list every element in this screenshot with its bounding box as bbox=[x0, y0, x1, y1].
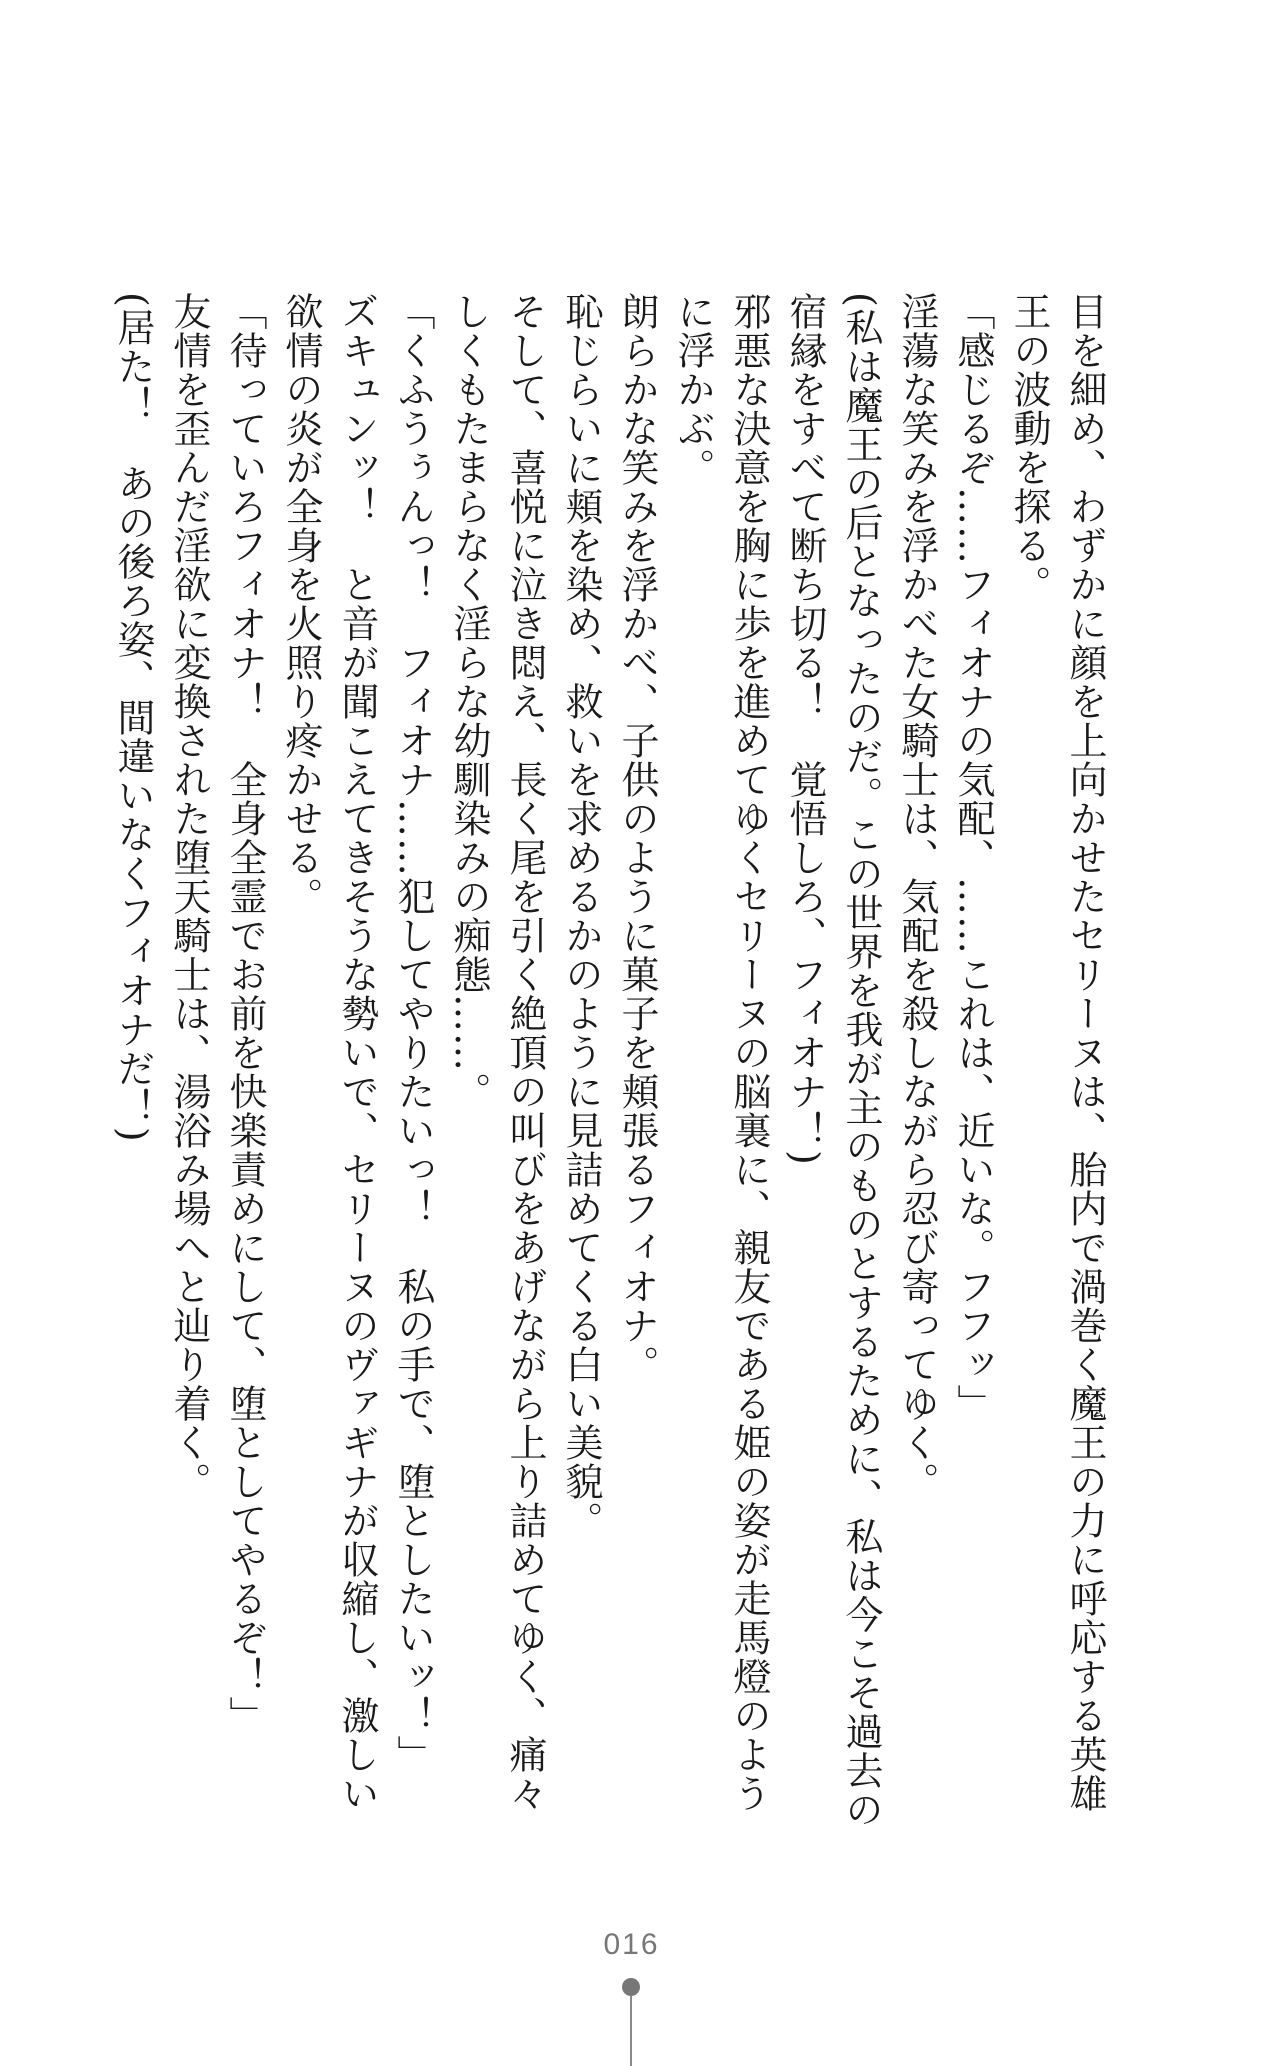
page-marker-dot bbox=[622, 1978, 640, 1996]
text-line: そして、喜悦に泣き悶え、長く尾を引く絶頂の叫びをあげながら上り詰めてゆく、痛々 bbox=[503, 292, 547, 1813]
text-line: 友情を歪んだ淫欲に変換された堕天騎士は、湯浴み場へと辿り着く。 bbox=[167, 292, 211, 1501]
page-number: 016 bbox=[603, 1928, 660, 1961]
text-line: 恥じらいに頬を染め、救いを求めるかのように見詰めてくる白い美貌。 bbox=[559, 292, 603, 1540]
text-line: 「待っていろフィオナ！ 全身全霊でお前を快楽責めにして、堕としてやるぞ！」 bbox=[223, 292, 267, 1735]
text-line: 淫蕩な笑みを浮かべた女騎士は、気配を殺しながら忍び寄ってゆく。 bbox=[895, 292, 939, 1501]
text-line: に浮かぶ。 bbox=[671, 292, 715, 487]
text-line: 邪悪な決意を胸に歩を進めてゆくセリーヌの脳裏に、親友である姫の姿が走馬燈のよう bbox=[727, 292, 771, 1813]
text-line: 「くふうぅんっ！ フィオナ……犯してやりたいっ！ 私の手で、堕としたいッ！」 bbox=[391, 292, 435, 1774]
text-line: 王の波動を探る。 bbox=[1007, 292, 1051, 604]
text-line: ズキュンッ！ と音が聞こえてきそうな勢いで、セリーヌのヴァギナが収縮し、激しい bbox=[335, 292, 379, 1813]
text-line: 宿縁をすべて断ち切る！ 覚悟しろ、フィオナ！) bbox=[783, 292, 827, 1166]
text-line: 欲情の炎が全身を火照り疼かせる。 bbox=[279, 292, 323, 916]
text-line: (私は魔王の后となったのだ。この世界を我が主のものとするために、私は今こそ過去の bbox=[839, 292, 883, 1829]
text-line: 「感じるぞ……フィオナの気配、……これは、近いな。フフッ」 bbox=[951, 292, 995, 1423]
text-line: 目を細め、わずかに顔を上向かせたセリーヌは、胎内で渦巻く魔王の力に呼応する英雄 bbox=[1063, 292, 1107, 1813]
text-line: しくもたまらなく淫らな幼馴染みの痴態……。 bbox=[447, 292, 491, 1111]
text-line: (居た！ あの後ろ姿、間違いなくフィオナだ！) bbox=[111, 292, 155, 1143]
body-text bbox=[105, 292, 1113, 1829]
text-line: 朗らかな笑みを浮かべ、子供のように菓子を頬張るフィオナ。 bbox=[615, 292, 659, 1384]
page-marker-rule bbox=[630, 1996, 632, 2066]
